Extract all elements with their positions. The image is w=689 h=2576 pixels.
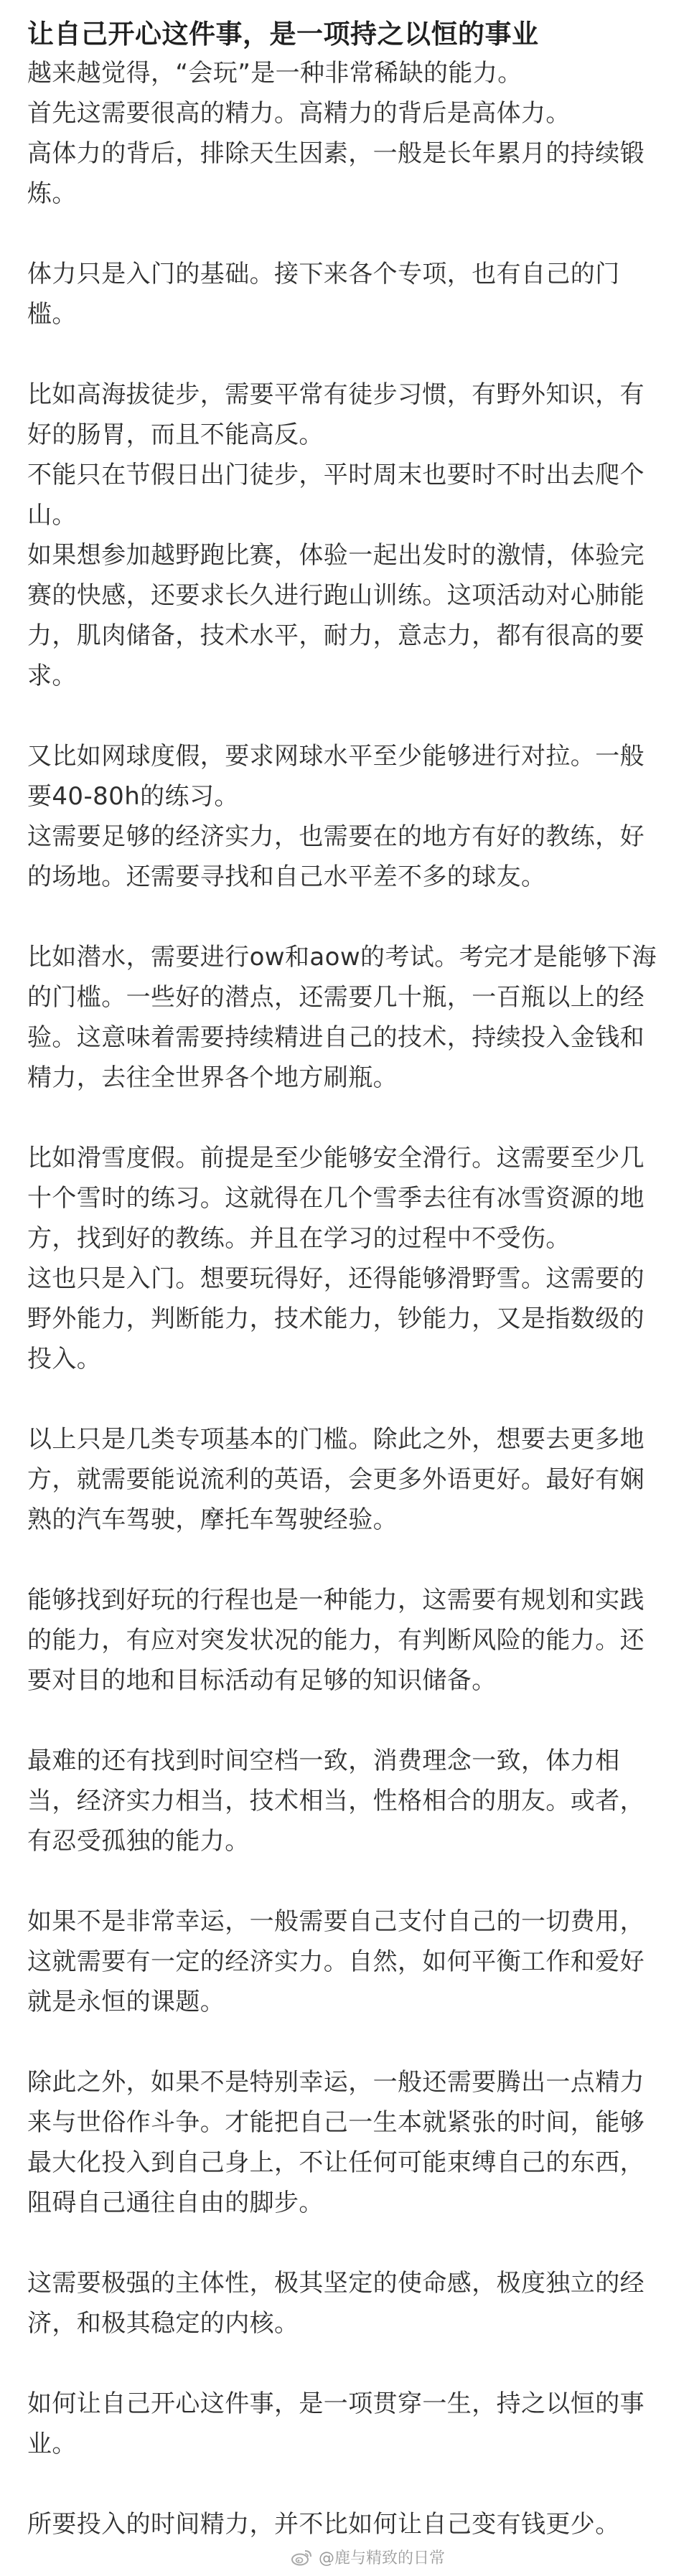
paragraph: 首先这需要很高的精力。高精力的背后是高体力。 xyxy=(27,99,571,128)
paragraph-gap xyxy=(27,1540,666,1580)
weibo-logo-icon xyxy=(291,2549,313,2566)
article xyxy=(27,16,666,2544)
paragraph: 越来越觉得，“会玩”是一种非常稀缺的能力。 xyxy=(27,59,522,88)
paragraph: 体力只是入门的基础。接下来各个专项，也有自己的门槛。 xyxy=(27,260,620,329)
paragraph: 如果不是非常幸运，一般需要自己支付自己的一切费用，这就需要有一定的经济实力。自然，如何平衡工作和爱好就是永恒的课题。 xyxy=(27,1907,645,2016)
paragraph: 这需要极强的主体性，极其坚定的使命感，极度独立的经济，和极其稳定的内核。 xyxy=(27,2269,645,2338)
paragraph-gap xyxy=(27,2223,666,2263)
paragraph-gap xyxy=(27,2464,666,2504)
paragraph-gap xyxy=(27,1098,666,1138)
paragraph-gap xyxy=(27,897,666,937)
watermark xyxy=(291,2546,445,2568)
paragraph-gap xyxy=(27,214,666,254)
paragraph-gap xyxy=(27,696,666,736)
paragraph: 这也只是入门。想要玩得好，还得能够滑野雪。这需要的野外能力，判断能力，技术能力，钞能力，又是指数级的投入。 xyxy=(27,1264,645,1373)
paragraph: 所要投入的时间精力，并不比如何让自己变有钱更少。 xyxy=(27,2510,620,2539)
paragraph: 如果想参加越野跑比赛，体验一起出发时的激情，体验完赛的快感，还要求长久进行跑山训练。这项活动对心肺能力，肌肉储备，技术水平，耐力，意志力，都有很高的要求。 xyxy=(27,541,645,690)
paragraph: 不能只在节假日出门徒步，平时周末也要时不时出去爬个山。 xyxy=(27,461,645,530)
paragraph: 比如滑雪度假。前提是至少能够安全滑行。这需要至少几十个雪时的练习。这就得在几个雪季去往有冰雪资源的地方，找到好的教练。并且在学习的过程中不受伤。 xyxy=(27,1144,645,1253)
watermark-text: @鹿与精致的日常 xyxy=(319,2549,446,2567)
article-body xyxy=(27,53,666,2544)
paragraph-gap xyxy=(27,334,666,375)
paragraph: 高体力的背后，排除天生因素，一般是长年累月的持续锻炼。 xyxy=(27,139,645,208)
paragraph: 比如潜水，需要进行ow和aow的考试。考完才是能够下海的门槛。一些好的潜点，还需要几十瓶，一百瓶以上的经验。这意味着需要持续精进自己的技术，持续投入金钱和精力，去往全世界各个地方刷瓶。 xyxy=(27,943,657,1092)
paragraph-gap xyxy=(27,2022,666,2062)
paragraph: 如何让自己开心这件事，是一项贯穿一生，持之以恒的事业。 xyxy=(27,2389,645,2458)
paragraph: 又比如网球度假，要求网球水平至少能够进行对拉。一般要40-80h的练习。 xyxy=(27,742,645,811)
paragraph: 比如高海拔徒步，需要平常有徒步习惯，有野外知识，有好的肠胃，而且不能高反。 xyxy=(27,380,645,449)
paragraph-gap xyxy=(27,1861,666,1902)
paragraph: 除此之外，如果不是特别幸运，一般还需要腾出一点精力来与世俗作斗争。才能把自己一生本就紧张的时间，能够最大化投入到自己身上，不让任何可能束缚自己的东西，阻碍自己通往自由的脚步。 xyxy=(27,2068,645,2217)
paragraph: 这需要足够的经济实力，也需要在的地方有好的教练，好的场地。还需要寻找和自己水平差不多的球友。 xyxy=(27,822,645,891)
paragraph-gap xyxy=(27,2344,666,2384)
paragraph: 最难的还有找到时间空档一致，消费理念一致，体力相当，经济实力相当，技术相当，性格相合的朋友。或者，有忍受孤独的能力。 xyxy=(27,1747,645,1856)
article-title: 让自己开心这件事，是一项持之以恒的事业 xyxy=(27,19,539,50)
paragraph: 能够找到好玩的行程也是一种能力，这需要有规划和实践的能力，有应对突发状况的能力，有判断风险的能力。还要对目的地和目标活动有足够的知识储备。 xyxy=(27,1586,645,1695)
paragraph: 以上只是几类专项基本的门槛。除此之外，想要去更多地方，就需要能说流利的英语，会更多外语更好。最好有娴熟的汽车驾驶，摩托车驾驶经验。 xyxy=(27,1425,645,1534)
paragraph-gap xyxy=(27,1701,666,1741)
paragraph-gap xyxy=(27,1379,666,1419)
